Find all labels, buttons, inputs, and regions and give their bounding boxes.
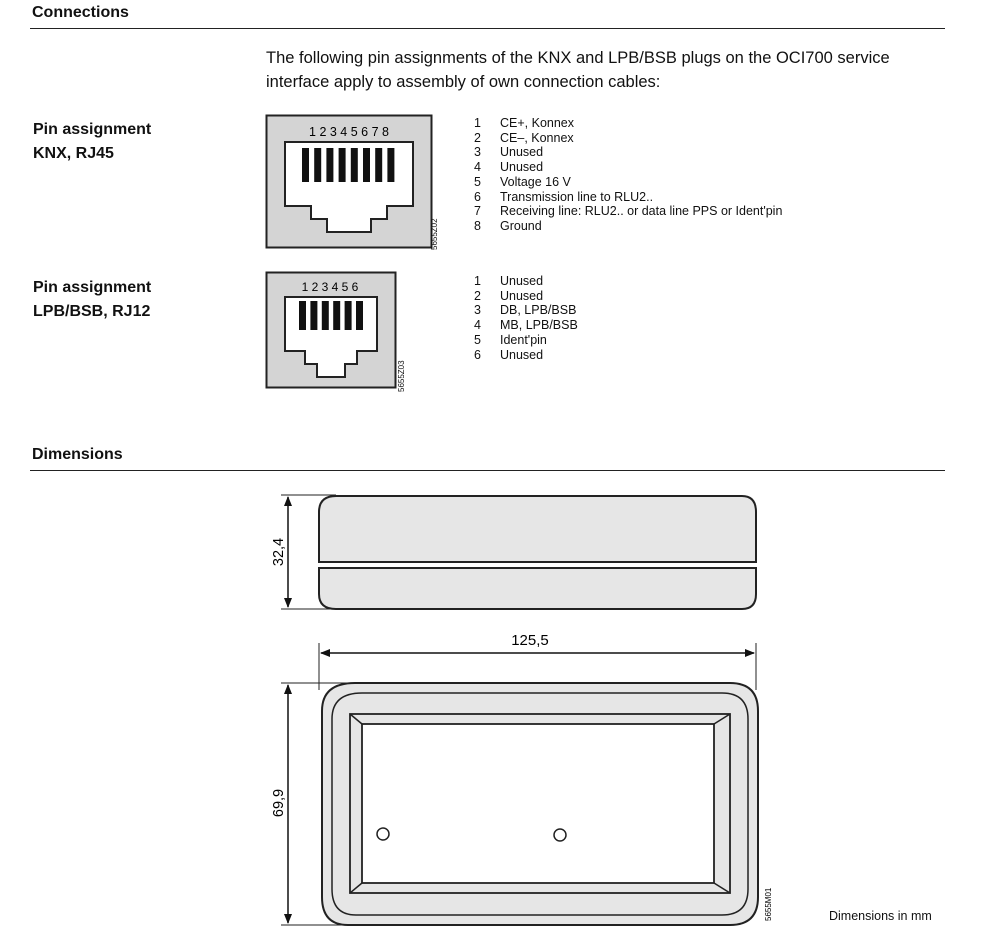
pin-number: 1 — [474, 274, 481, 288]
pin-description: Unused — [500, 160, 544, 175]
knx-pin-row — [474, 190, 782, 205]
lpb-label — [33, 276, 151, 324]
lpb-pin-row — [474, 333, 578, 348]
pin-description: Unused — [500, 347, 544, 362]
pin-number: 2 — [474, 130, 481, 145]
dimensions-divider — [30, 470, 945, 471]
contact-pin — [356, 301, 363, 330]
top-view — [322, 683, 758, 925]
width-dimension-label: 69,9 — [271, 788, 287, 818]
pin-number: 4 — [474, 160, 481, 175]
lpb-pin-row — [474, 289, 578, 304]
pin-number: 1 — [474, 116, 481, 130]
pin-number: 6 — [474, 347, 481, 362]
intro-line-2: interface apply to assembly of own connection cables: — [266, 73, 661, 91]
lpb-pin-row — [474, 303, 578, 318]
knx-pin-row — [474, 204, 782, 219]
pin-description: CE+, Konnex — [500, 116, 575, 130]
intro-line-1: The following pin assignments of the KNX and LPB/BSB plugs on the OCI700 service — [266, 49, 890, 67]
lpb-pin-row — [474, 348, 578, 363]
rj45-figure-code: 5655Z02 — [430, 218, 439, 250]
lpb-pin-list — [474, 274, 578, 362]
pin-number: 7 — [474, 204, 481, 219]
pin-description: Unused — [500, 274, 544, 288]
pin-description: Unused — [500, 145, 544, 160]
pin-number: 2 — [474, 288, 481, 303]
knx-pin-row — [474, 160, 782, 175]
pin-description: Unused — [500, 288, 544, 303]
pin-number: 4 — [474, 318, 481, 333]
pin-description: MB, LPB/BSB — [500, 318, 578, 333]
contact-pin — [299, 301, 306, 330]
contact-pin — [387, 148, 394, 182]
dimension-drawing — [0, 480, 998, 931]
pin-description: Ground — [500, 218, 542, 233]
pin-description: DB, LPB/BSB — [500, 303, 577, 318]
rj45-pin-numbers: 1 2 3 4 5 6 7 8 — [309, 125, 389, 139]
knx-pin-row — [474, 175, 782, 190]
contact-pin — [351, 148, 358, 182]
contact-pin — [333, 301, 340, 330]
contact-pin — [375, 148, 382, 182]
knx-pin-row — [474, 219, 782, 234]
dimensions-heading: Dimensions — [32, 446, 123, 463]
connections-heading: Connections — [32, 4, 129, 21]
pin-description: CE–, Konnex — [500, 130, 574, 145]
pin-number: 5 — [474, 174, 481, 189]
screw-hole-right — [554, 829, 566, 841]
knx-pin-row — [474, 116, 782, 131]
contact-pin — [363, 148, 370, 182]
lpb-label-line-2: LPB/BSB, RJ12 — [33, 303, 151, 320]
pin-description: Ident'pin — [500, 332, 547, 347]
screw-hole-left — [377, 828, 389, 840]
height-dimension-label: 32,4 — [271, 537, 287, 567]
rj12-diagram — [265, 271, 415, 391]
units-note: Dimensions in mm — [829, 909, 932, 923]
contact-pin — [339, 148, 346, 182]
rj45-diagram — [265, 114, 445, 250]
knx-label — [33, 118, 151, 166]
contact-pin — [314, 148, 321, 182]
knx-pin-list — [474, 116, 782, 234]
knx-pin-row — [474, 131, 782, 146]
lpb-pin-row — [474, 318, 578, 333]
knx-pin-row — [474, 145, 782, 160]
length-dimension-label: 125,5 — [511, 632, 549, 649]
pin-description: Receiving line: RLU2.. or data line PPS or Ident'pin — [500, 204, 783, 219]
intro-paragraph — [266, 46, 946, 94]
pin-number: 5 — [474, 332, 481, 347]
contact-pin — [326, 148, 333, 182]
side-view — [319, 496, 756, 609]
pin-number: 3 — [474, 303, 481, 318]
contact-pin — [302, 148, 309, 182]
dimension-figure-code: 5655M01 — [764, 887, 773, 921]
rj12-pin-numbers: 1 2 3 4 5 6 — [301, 280, 359, 294]
connections-divider — [30, 28, 945, 29]
pin-number: 6 — [474, 189, 481, 204]
knx-label-line-1: Pin assignment — [33, 121, 152, 138]
knx-label-line-2: KNX, RJ45 — [33, 145, 114, 162]
lpb-label-line-1: Pin assignment — [33, 279, 152, 296]
contact-pin — [322, 301, 329, 330]
pin-description: Transmission line to RLU2.. — [500, 189, 654, 204]
contact-pin — [310, 301, 317, 330]
rj12-figure-code: 5655Z03 — [397, 360, 406, 392]
pin-description: Voltage 16 V — [500, 174, 571, 189]
lpb-pin-row — [474, 274, 578, 289]
pin-number: 8 — [474, 218, 481, 233]
contact-pin — [345, 301, 352, 330]
pin-number: 3 — [474, 145, 481, 160]
